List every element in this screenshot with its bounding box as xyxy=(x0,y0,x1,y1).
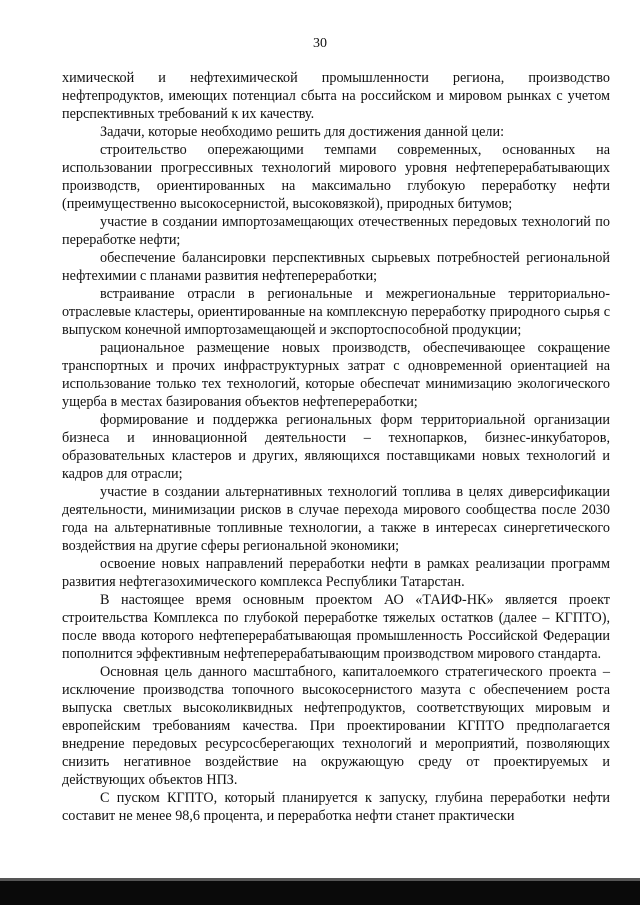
paragraph-task-alternative-fuel: участие в создании альтернативных технологий топлива в целях диверсификации деятельности, минимизации рисков в случае перехода мирового сообщества после 2030 года на альтернативные топливные технологии, а также в интересах синергетического воздействия на другие сферы региональной экономики; xyxy=(62,484,610,554)
body-text xyxy=(62,69,610,825)
scan-bottom-edge xyxy=(0,881,640,905)
paragraph-task-construction: строительство опережающими темпами современных, основанных на использовании прогрессивных технологий мирового уровня нефтеперерабатывающих производств, ориентированных на максимально глубокую переработку нефти (преимущественно высокосернистой, высоковязкой), природных битумов; xyxy=(62,142,610,212)
paragraph-continuation: химической и нефтехимической промышленности региона, производство нефтепродуктов, имеющих потенциал сбыта на российском и мировом рынках с учетом перспективных требований к их качеству. xyxy=(62,70,610,122)
page-number: 30 xyxy=(313,36,327,51)
paragraph-tasks-intro: Задачи, которые необходимо решить для достижения данной цели: xyxy=(100,124,505,140)
paragraph-task-balancing: обеспечение балансировки перспективных сырьевых потребностей региональной нефтехимии с планами развития нефтепереработки; xyxy=(62,250,610,284)
paragraph-main-project: В настоящее время основным проектом АО «ТАИФ-НК» является проект строительства Комплекса по глубокой переработке тяжелых остатков (далее – КГПТО), после ввода которого нефтеперерабатывающая промышленность Российской Федерации пополнится эффективным нефтеперерабатывающим производством мирового стандарта. xyxy=(62,592,610,662)
paragraph-task-new-directions: освоение новых направлений переработки нефти в рамках реализации программ развития нефтегазохимического комплекса Республики Татарстан. xyxy=(62,556,610,590)
paragraph-task-import-substitution: участие в создании импортозамещающих отечественных передовых технологий по переработке нефти; xyxy=(62,214,610,248)
paragraph-project-goal: Основная цель данного масштабного, капиталоемкого стратегического проекта – исключение производства топочного высокосернистого мазута с обеспечением роста выпуска светлых высоколиквидных нефтепродуктов, соответствующих мировым и европейским требованиям качества. При проектировании КГПТО предполагается внедрение передовых ресурсосберегающих технологий и мероприятий, позволяющих снизить негативное воздействие на окружающую среду от проектируемых и действующих объектов НПЗ. xyxy=(62,664,610,788)
paragraph-task-placement: рациональное размещение новых производств, обеспечивающее сокращение транспортных и прочих инфраструктурных затрат с одновременной ориентацией на использование только тех технологий, которые обеспечат минимизацию экологического ущерба в местах базирования объектов нефтепереработки; xyxy=(62,340,610,410)
paragraph-task-clusters: встраивание отрасли в региональные и межрегиональные территориально-отраслевые кластеры, ориентированные на комплексную переработку природного сырья с выпуском конечной импортозамещающей и экспортоспособной продукции; xyxy=(62,286,610,338)
paragraph-task-business-forms: формирование и поддержка региональных форм территориальной организации бизнеса и инновационной деятельности – технопарков, бизнес-инкубаторов, образовательных кластеров и других, являющихся поставщиками новых технологий и кадров для отрасли; xyxy=(62,412,610,482)
paragraph-refining-depth: С пуском КГПТО, который планируется к запуску, глубина переработки нефти составит не менее 98,6 процента, и переработка нефти станет практически xyxy=(62,790,610,824)
